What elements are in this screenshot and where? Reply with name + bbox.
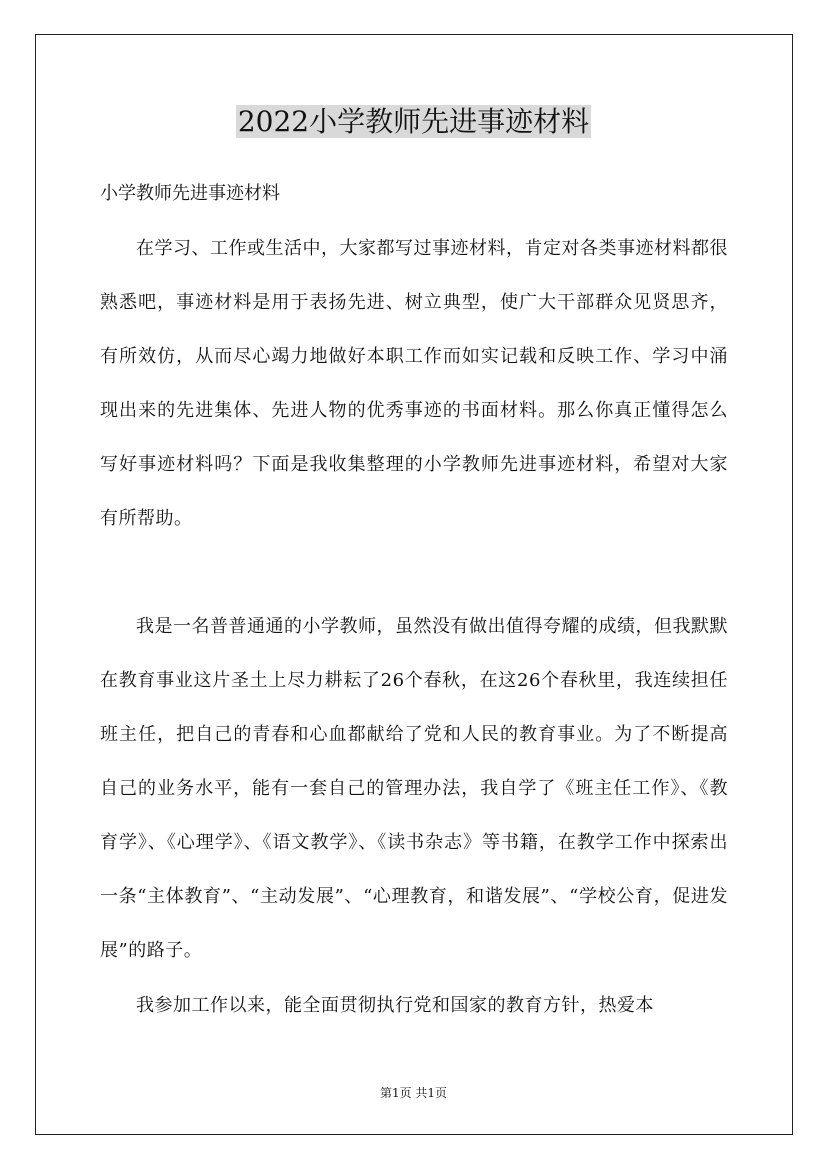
document-subtitle: 小学教师先进事迹材料 xyxy=(100,183,280,204)
paragraph-continued: 我参加工作以来，能全面贯彻执行党和国家的教育方针，热爱本 xyxy=(136,995,654,1016)
paragraph-teacher-story: 我是一名普普通通的小学教师，虽然没有做出值得夸耀的成绩，但我默默在教育事业这片圣土上尽力耕耘了26个春秋，在这26个春秋里，我连续担任班主任，把自己的青春和心血都献给了党和人民的教育事业。为了不断提高自己的业务水平，能有一套自己的管理办法，我自学了《班主任工作》、《教育学》、《心理学》、《语文教学》、《读书杂志》等书籍，在教学工作中探索出一条“主体教育”、“主动发展”、“心理教育，和谐发展”、“学校公育，促进发展”的路子。 xyxy=(100,616,728,961)
page-footer: 第1页 共1页 xyxy=(379,1086,448,1100)
document-title xyxy=(0,98,827,146)
document-title-text: 2022小学教师先进事迹材料 xyxy=(237,105,590,138)
paragraph-intro: 在学习、工作或生活中，大家都写过事迹材料，肯定对各类事迹材料都很熟悉吧，事迹材料是用于表扬先进、树立典型，使广大干部群众见贤思齐，有所效仿，从而尽心竭力地做好本职工作而如实记载和反映工作、学习中涌现出来的先进集体、先进人物的优秀事迹的书面材料。那么你真正懂得怎么写好事迹材料吗？下面是我收集整理的小学教师先进事迹材料，希望对大家有所帮助。 xyxy=(100,238,728,529)
